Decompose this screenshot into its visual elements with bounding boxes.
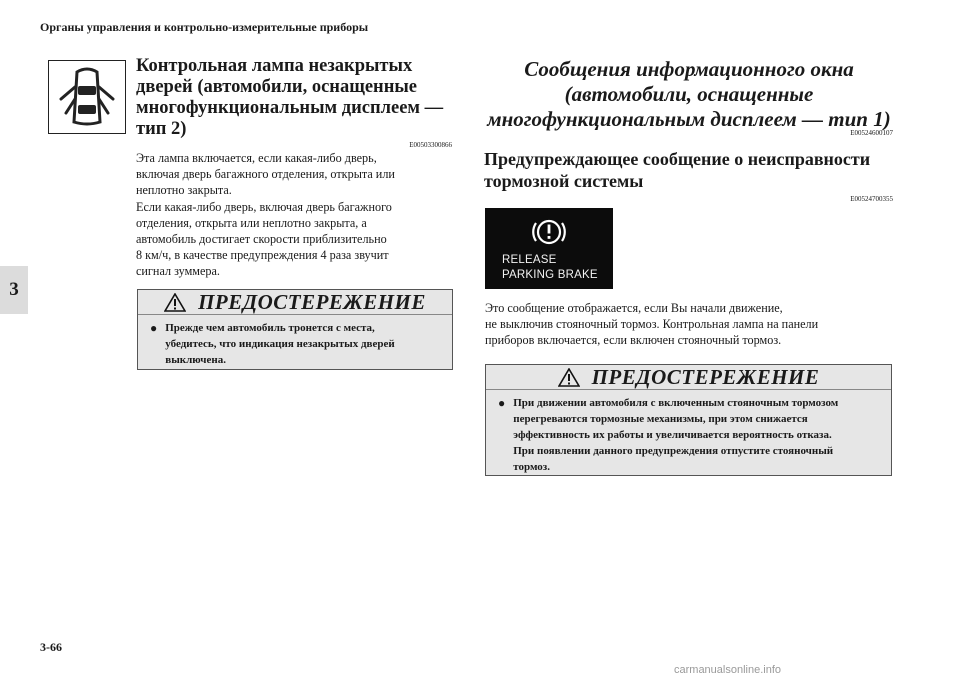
body-line: Если какая-либо дверь, включая дверь багажного xyxy=(136,199,392,214)
title-line: тип 2) xyxy=(136,119,187,139)
subtitle-line: тормозной системы xyxy=(484,171,644,191)
title-line: многофункциональным дисплеем — тип 1) xyxy=(487,107,891,131)
body-line: Это сообщение отображается, если Вы начали движение, xyxy=(485,301,783,315)
watermark: carmanualsonline.info xyxy=(674,664,782,676)
section-code: E00503300866 xyxy=(409,141,452,149)
section-title-info-messages xyxy=(484,57,894,132)
display-text-line: PARKING BRAKE xyxy=(502,269,598,281)
caution-title: ПРЕДОСТЕРЕЖЕНИЕ xyxy=(591,364,820,389)
body-line: неплотно закрыта. xyxy=(136,183,232,198)
body-line: сигнал зуммера. xyxy=(136,264,220,279)
caution-content xyxy=(138,315,452,368)
caution-line: перегреваются тормозные механизмы, при этом снижается xyxy=(513,413,808,425)
title-line: многофункциональным дисплеем — xyxy=(136,98,444,118)
title-line: Контрольная лампа незакрытых xyxy=(136,56,413,76)
caution-line: При движении автомобиля с включенным стояночным тормозом xyxy=(513,397,839,409)
caution-line: Прежде чем автомобиль тронется с места, xyxy=(165,322,375,334)
bullet-icon: ● xyxy=(498,396,506,410)
section-code: E00524600107 xyxy=(850,129,893,137)
body-line: не выключив стояночный тормоз. Контрольная лампа на панели xyxy=(485,317,819,331)
bullet-icon: ● xyxy=(150,321,158,335)
caution-box-brake xyxy=(485,364,892,476)
caution-header xyxy=(138,290,452,315)
caution-line: эффективность их работы и увеличивается вероятность отказа. xyxy=(513,429,832,441)
open-door-lamp-icon xyxy=(48,60,126,134)
body-line: Эта лампа включается, если какая-либо дверь, xyxy=(136,151,377,165)
chapter-number: 3 xyxy=(9,279,19,300)
caution-line: выключена. xyxy=(165,354,226,366)
chapter-tab xyxy=(0,266,28,314)
subtitle-line: Предупреждающее сообщение о неисправности xyxy=(484,149,871,169)
section-title-door-lamp xyxy=(136,56,452,140)
display-text-line: RELEASE xyxy=(502,254,557,266)
page-header: Органы управления и контрольно-измерительные приборы xyxy=(40,20,369,34)
body-line: 8 км/ч, в качестве предупреждения 4 раза звучит xyxy=(136,248,389,263)
brake-message-description xyxy=(485,300,895,348)
subsection-code: E00524700355 xyxy=(850,195,893,203)
caution-line: тормоз. xyxy=(513,461,550,473)
caution-box-door xyxy=(137,289,453,370)
caution-content xyxy=(486,390,891,475)
title-line: (автомобили, оснащенные xyxy=(564,82,814,106)
door-lamp-description xyxy=(136,150,452,280)
body-line: включая дверь багажного отделения, открыта или xyxy=(136,167,395,182)
warning-triangle-icon xyxy=(164,293,186,312)
subsection-title-brake xyxy=(484,148,894,192)
page-number: 3-66 xyxy=(40,640,62,654)
brake-warning-icon xyxy=(530,213,568,251)
caution-title: ПРЕДОСТЕРЕЖЕНИЕ xyxy=(198,289,426,314)
info-display-screen xyxy=(485,208,613,289)
title-line: дверей (автомобили, оснащенные xyxy=(136,77,418,97)
caution-line: При появлении данного предупреждения отпустите стояночный xyxy=(513,445,834,457)
body-line: отделения, открыта или неплотно закрыта, а xyxy=(136,215,367,230)
warning-triangle-icon xyxy=(558,368,580,387)
body-line: автомобиль достигает скорости приблизительно xyxy=(136,232,387,247)
body-line: приборов включается, если включен стояночный тормоз. xyxy=(485,333,782,347)
title-line: Сообщения информационного окна xyxy=(524,57,854,81)
caution-header xyxy=(486,365,891,390)
caution-line: убедитесь, что индикация незакрытых дверей xyxy=(165,338,395,350)
